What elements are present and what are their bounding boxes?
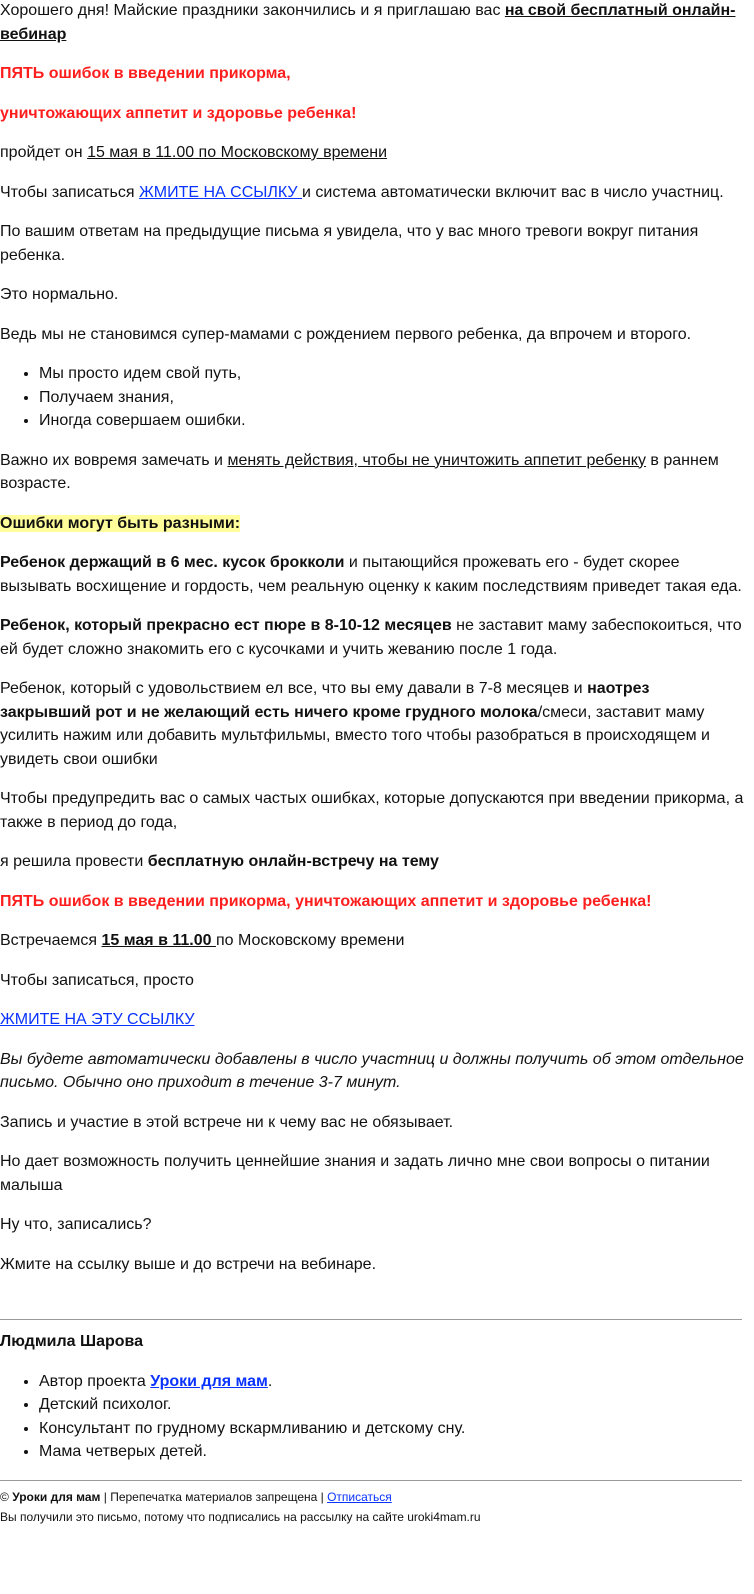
register-paragraph [0,181,744,205]
list-item [39,1370,744,1394]
errors-heading: Ошибки могут быть разными: [0,514,241,532]
signature-name: Людмила Шарова [0,1333,144,1350]
simply-paragraph: Чтобы записаться, просто [0,971,194,989]
broccoli-bold: Ребенок держащий в 6 мес. кусок брокколи [0,554,345,571]
register-link[interactable]: ЖМИТЕ НА ССЫЛКУ [138,183,303,201]
project-link[interactable]: Уроки для мам [150,1372,268,1390]
author-suffix: . [267,1372,273,1390]
important-underlined: менять действия, чтобы не уничтожить аппетит ребенку [227,451,646,469]
list-item: • Консультант по грудному вскармливанию и детскому сну. [39,1417,744,1441]
errors-heading-paragraph [0,512,744,536]
intro-paragraph [0,0,744,46]
list-item: • Мы просто идем свой путь, [39,362,744,386]
puree-rest: не заставит маму забеспокоиться, что ей будет сложно знакомить его с кусочками и учить жеванию после 1 года. [0,617,742,658]
footer-divider [0,1480,742,1481]
intro-webinar-text: на свой бесплатный онлайн-вебинар [0,2,736,43]
click-paragraph: Жмите на ссылку выше и до встречи на вебинаре. [0,1255,377,1273]
italic-text: Вы будете автоматически добавлены в число участниц и должны получить об этом отдельное письмо. Обычно оно приходит в течение 3-7 минут. [0,1050,744,1091]
intro-text: Хорошего дня! Майские праздники закончились и я приглашаю вас [0,2,505,19]
answers-paragraph: По вашим ответам на предыдущие письма я увидела, что у вас много тревоги вокруг питания ребенка. [0,223,699,264]
obligate-paragraph: Запись и участие в этой встрече ни к чему вас не обязывает. [0,1113,454,1131]
important-paragraph [0,449,744,496]
this-link[interactable]: ЖМИТЕ НА ЭТУ ССЫЛКУ [0,1011,195,1028]
decided-paragraph [0,850,744,874]
meet-date: 15 мая в 11.00 [101,932,216,949]
decided-bold: бесплатную онлайн-встречу на тему [147,853,439,870]
chance-paragraph: Но дает возможность получить ценнейшие знания и задать лично мне свои вопросы о питании малыша [0,1153,710,1194]
important-prefix: Важно их вовремя замечать и [0,451,228,469]
refuse-bold: наотрез закрывший рот и не желающий есть ничего кроме грудного молока [0,680,650,721]
headline-line-1: ПЯТЬ ошибок в введении прикорма, [0,65,291,82]
footer-note: Вы получили это письмо, потому что подписались на рассылку на сайте uroki4mam.ru [0,1510,481,1524]
refuse-suffix: /смеси, заставит маму усилить нажим или добавить мультфильмы, вместо того чтобы разобраться в происходящем и увидеть свои ошибки [0,703,710,768]
footer-middle: | Перепечатка материалов запрещена | [100,1489,328,1504]
date-paragraph [0,141,744,165]
unsubscribe-link[interactable]: Отписаться [327,1489,392,1504]
list-item: • Мама четверых детей. [39,1440,744,1464]
refuse-paragraph [0,677,744,771]
puree-bold: Ребенок, который прекрасно ест пюре в 8-10-12 месяцев [0,617,452,634]
this-link-paragraph [0,1008,744,1032]
meet-paragraph [0,929,744,953]
list-item: • Детский психолог. [39,1393,744,1417]
path-list [0,362,744,433]
date-prefix: пройдет он [0,144,88,161]
broccoli-paragraph [0,551,744,598]
signed-paragraph: Ну что, записались? [0,1216,152,1233]
footer-brand: Уроки для мам [12,1489,101,1504]
normal-paragraph: Это нормально. [0,286,119,303]
register-prefix: Чтобы записаться [0,183,139,201]
headline-line-2: уничтожающих аппетит и здоровье ребенка! [0,104,357,122]
important-suffix: в раннем возрасте. [0,451,719,492]
list-item: • Получаем знания, [39,386,744,410]
author-prefix: Автор проекта [39,1372,151,1390]
broccoli-rest: и пытающийся прожевать его - будет скорее вызывать восхищение и гордость, чем реальную оценку к каким последствиям приведет такая еда. [0,554,742,595]
footer-line-1 [0,1487,744,1508]
signature-roles-list [0,1370,744,1464]
register-suffix: и система автоматически включит вас в число участниц. [302,183,724,201]
meet-suffix: по Московскому времени [215,932,405,949]
spacer [0,1292,744,1319]
list-item: • Иногда совершаем ошибки. [39,409,744,433]
italic-paragraph [0,1048,744,1095]
meet-prefix: Встречаемся [0,932,102,949]
decided-prefix: я решила провести [0,853,148,870]
refuse-prefix: Ребенок, который с удовольствием ел все, что вы ему давали в 7-8 месяцев и [0,680,588,697]
webinar-date: 15 мая в 11.00 по Московскому времени [87,144,388,161]
puree-paragraph [0,614,744,661]
copyright-sign: © [0,1489,13,1504]
signature-divider [0,1319,742,1320]
footer [0,1487,744,1528]
headline-full: ПЯТЬ ошибок в введении прикорма, уничтожающих аппетит и здоровье ребенка! [0,892,652,910]
supermoms-paragraph: Ведь мы не становимся супер-мамами с рождением первого ребенка, да впрочем и второго. [0,325,692,343]
warn-paragraph: Чтобы предупредить вас о самых частых ошибках, которые допускаются при введении прикорма, а также в период до года, [0,790,744,831]
